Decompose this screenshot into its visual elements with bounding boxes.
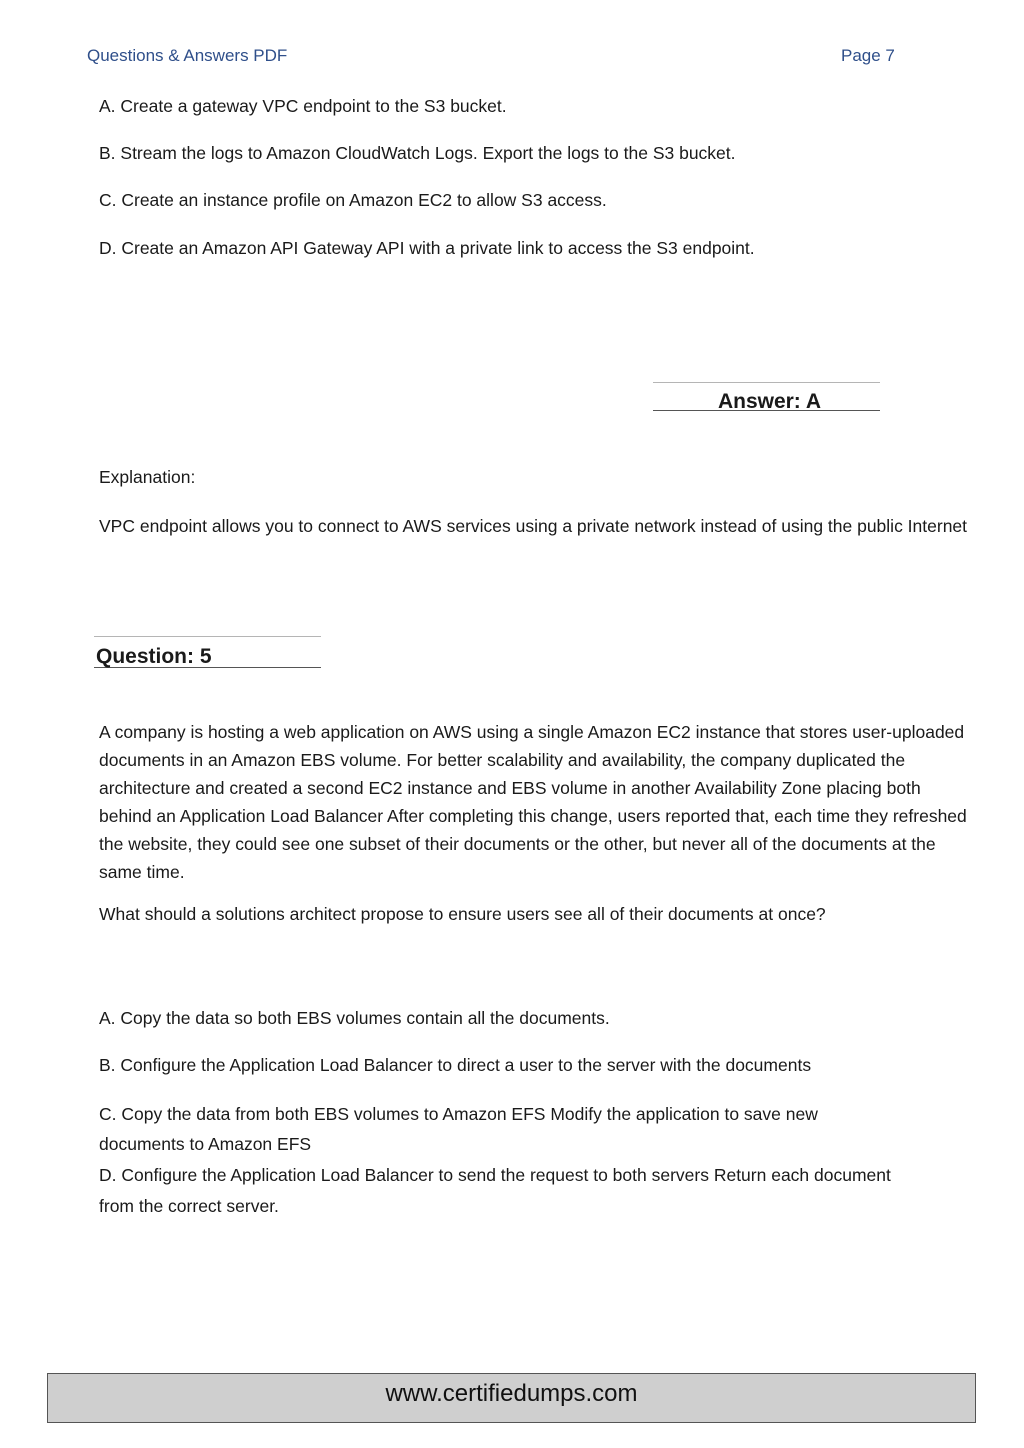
q4-option-a: A. Create a gateway VPC endpoint to the S3 bucket. — [99, 96, 507, 116]
page-number: Page 7 — [841, 46, 895, 65]
q5-option-a: A. Copy the data so both EBS volumes contain all the documents. — [99, 1008, 610, 1028]
q5-option-b: B. Configure the Application Load Balancer to direct a user to the server with the documents — [99, 1055, 812, 1075]
q5-option-c: C. Copy the data from both EBS volumes to Amazon EFS Modify the application to save new documents to Amazon EFS — [99, 1104, 818, 1154]
header-title: Questions & Answers PDF — [87, 46, 288, 65]
question-prompt: What should a solutions architect propose to ensure users see all of their documents at once? — [99, 904, 826, 924]
explanation-label: Explanation: — [99, 467, 196, 487]
q4-option-c: C. Create an instance profile on Amazon EC2 to allow S3 access. — [99, 190, 607, 210]
q5-option-d: D. Configure the Application Load Balancer to send the request to both servers Return each document from the correct server. — [99, 1165, 891, 1216]
question-body: A company is hosting a web application on AWS using a single Amazon EC2 instance that stores user-uploaded documents in an Amazon EBS volume. For better scalability and availability, the company duplicated the architecture and created a second EC2 instance and EBS volume in another Availability Zone placing both behind an Application Load Balancer After completing this change, users reported that, each time they refreshed the website, they could see one subset of their documents or the other, but never all of the documents at the same time. — [99, 722, 967, 882]
question-title: Question: 5 — [94, 636, 321, 668]
q4-option-d: D. Create an Amazon API Gateway API with a private link to access the S3 endpoint. — [99, 238, 755, 258]
answer-label: Answer: A — [653, 382, 880, 411]
footer-url: www.certifiedumps.com — [47, 1373, 976, 1423]
explanation-text: VPC endpoint allows you to connect to AWS services using a private network instead of using the public Internet — [99, 516, 968, 536]
q4-option-b: B. Stream the logs to Amazon CloudWatch Logs. Export the logs to the S3 bucket. — [99, 143, 736, 163]
